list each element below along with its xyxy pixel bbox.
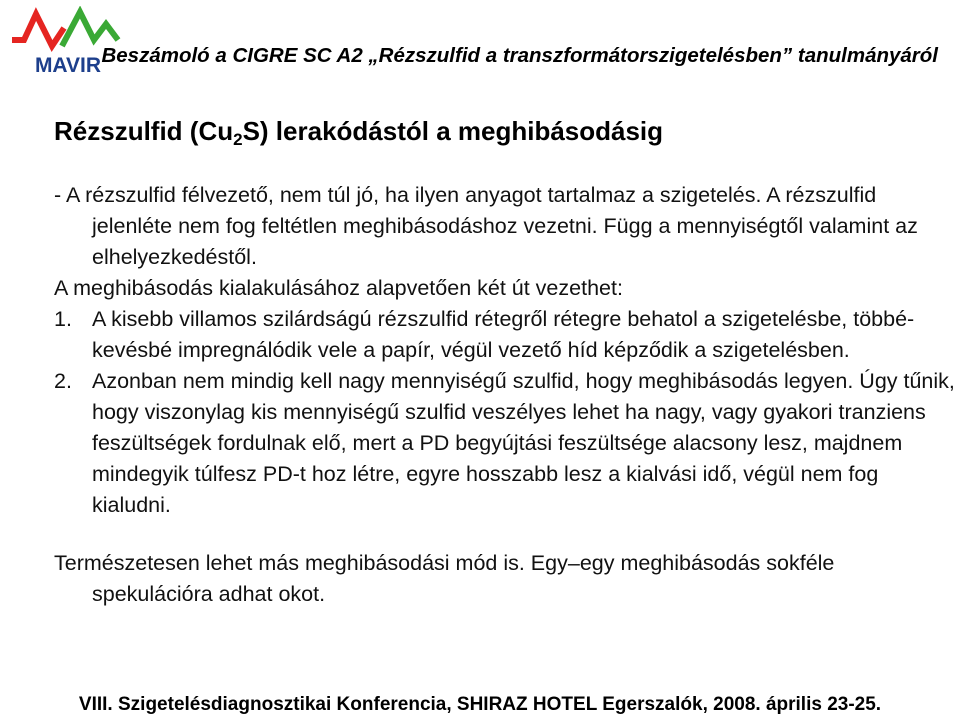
logo-green-wave [62, 12, 118, 46]
spacer [54, 521, 959, 548]
body-paragraph: A meghibásodás kialakulásához alapvetően két út vezethet: [54, 276, 623, 300]
header-title: Beszámoló a CIGRE SC A2 „Rézszulfid a transzformátorszigetelésben” tanulmányáról [101, 44, 938, 67]
logo-red-wave [12, 14, 64, 46]
closing-paragraph: Természetesen lehet más meghibásodási mód is. Egy–egy meghibásodás sokféle spekulációra adhat okot. [54, 551, 835, 606]
numbered-item [54, 366, 959, 521]
slide-body [54, 180, 959, 610]
item-number: 2. [54, 369, 72, 393]
logo-text: MAVIR [34, 54, 102, 77]
slide-title [54, 116, 663, 147]
footer-text: VIII. Szigetelésdiagnosztikai Konferencia, SHIRAZ HOTEL Egerszalók, 2008. április 23-25. [78, 694, 882, 715]
slide-title-start: Rézszulfid (Cu [54, 116, 234, 146]
item-text: Azonban nem mindig kell nagy mennyiségű szulfid, hogy meghibásodás legyen. Úgy tűnik, hogy viszonylag kis mennyiségű szulfid veszélyes lehet ha nagy, vagy gyakori tranziens feszültségek fordulnak elő, mert a PD begyújtási feszültsége alacsony lesz, majdnem mindegyik túlfesz PD-t hoz létre, egyre hosszabb lesz a kialvási idő, végül nem fog kialudni. [92, 369, 955, 517]
item-number: 1. [54, 307, 72, 331]
item-text: A kisebb villamos szilárdságú rézszulfid rétegről rétegre behatol a szigetelésbe, többé-kevésbé impregnálódik vele a papír, végül vezető híd képződik a szigetelésben. [92, 307, 915, 362]
body-paragraph: - A rézszulfid félvezető, nem túl jó, ha ilyen anyagot tartalmaz a szigetelés. A rézszulfid jelenléte nem fog feltétlen meghibásodáshoz vezetni. Függ a mennyiségtől valamint az elhelyezkedéstől. [54, 183, 918, 269]
slide-title-end: S) lerakódástól a meghibásodásig [242, 116, 664, 146]
numbered-item [54, 304, 959, 366]
slide-title-subscript: 2 [233, 130, 243, 149]
